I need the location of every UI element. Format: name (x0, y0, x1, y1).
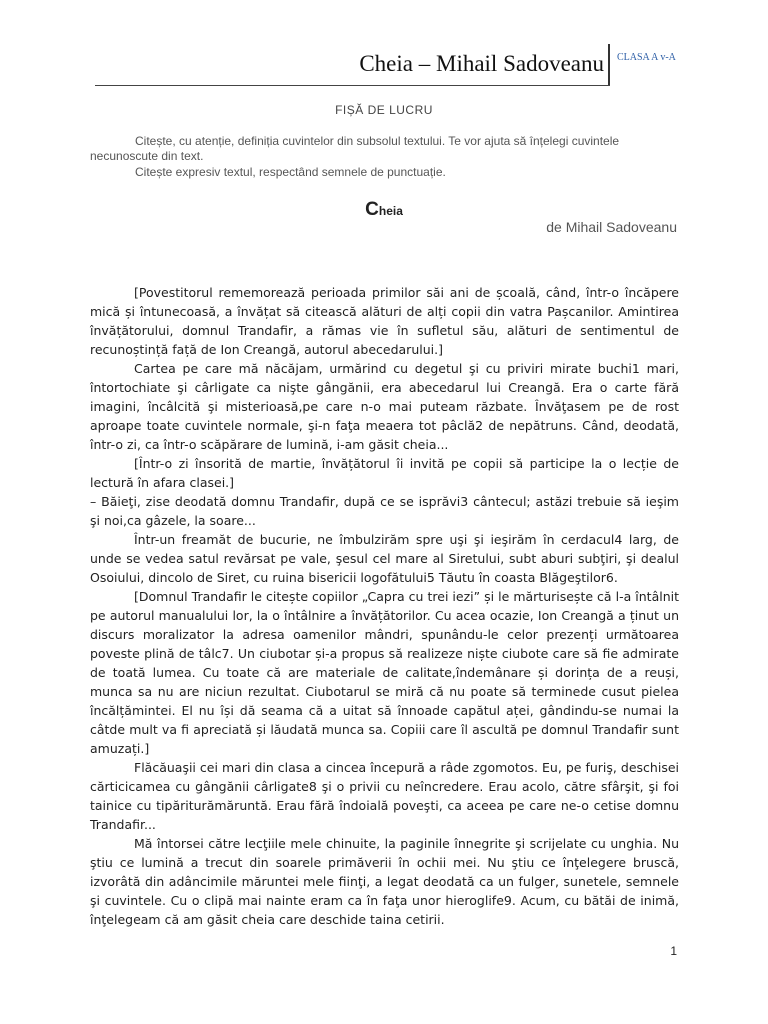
paragraph: Flăcăuaşii cei mari din clasa a cincea începură a râde zgomotos. Eu, pe furiş, deschisei cărticicamea cu gângănii cârligate8 şi o privii cu neîncredere. Erau acolo, către sfârşit, şi foi tainice cu tipăriturămăruntă. Erau fără îndoială poveşti, ca aceea pe care ne-o cetise domnu Trandafir... (90, 760, 679, 832)
story-title (0, 199, 768, 221)
paragraph: [Într-o zi însorită de martie, învățătorul îi invită pe copii să participe la o lecție de lectură în afara clasei.] (90, 456, 679, 490)
instruction-2: Citește expresiv textul, respectând semnele de punctuație. (135, 165, 446, 179)
story-title-initial: C (365, 199, 379, 220)
paragraph: [Domnul Trandafir le citește copiilor „Capra cu trei iezi” și le mărturisește că l-a întâlnit pe autorul manualului lor, la o întâlnire a învățătorilor. Cu acea ocazie, Ion Creangă a ținut un discurs moralizator la adresa oamenilor mândri, spunându-le celor prezenți următoarea poveste plină de tâlc7. Un ciubotar și-a propus să realizeze niște ciubote care să fie admirate de toată lumea. Cu toate că are materiale de calitate,îndemânare și dorința de a reuși, munca sa nu are niciun rezultat. Ciubotarul se miră că nu poate să terminede cusut pielea încălțămintei. El nu își dă seama că a uitat să înnoade capătul aței, gândindu-se numai la câtde mult va fi apreciată și lăudată munca sa. Copiii care îl ascultă pe domnul Trandafir sunt amuzați.] (90, 589, 679, 756)
story-title-rest: heia (378, 204, 403, 218)
story-body (90, 283, 679, 929)
class-label: CLASA A v-A (617, 52, 676, 63)
paragraph: [Povestitorul rememorează perioada primilor săi ani de școală, când, într-o încăpere mică și întunecoasă, a învățat să citească alături de alți copii din vatra Pașcanilor. Amintirea învățătorului, domnul Trandafir, a rămas vie în sufletul său, alături de sentimentul de recunoștință față de Ion Creangă, autorul abecedarului.] (90, 285, 679, 357)
worksheet-title: FIȘĂ DE LUCRU (335, 103, 433, 117)
page-number: 1 (670, 944, 677, 958)
header-horizontal-rule (95, 85, 610, 86)
paragraph: – Băieţi, zise deodată domnu Trandafir, după ce se isprăvi3 cântecul; astăzi trebuie să ieşim şi noi,ca gâzele, la soare... (90, 494, 679, 528)
instruction-1: Citește, cu atenție, definiția cuvintelor din subsolul textului. Te vor ajuta să înțelegi cuvintele necunoscute din text. (90, 134, 620, 163)
story-author: de Mihail Sadoveanu (546, 219, 677, 235)
paragraph: Într-un freamăt de bucurie, ne îmbulzirăm spre uşi şi ieşirăm în cerdacul4 larg, de unde se vedea satul revărsat pe vale, şesul cel mare al Siretului, subt aburi subţiri, şi dealul Osoiului, dincolo de Siret, cu ruina bisericii logofătului5 Tăutu în coasta Blăgeştilor6. (90, 532, 679, 585)
paragraph: Cartea pe care mă năcăjam, urmărind cu degetul şi cu priviri mirate buchi1 mari, întortochiate şi cârligate ca nişte gângănii, era abecedarul lui Creangă. Era o carte fără imagini, încâlcită şi misterioasă,pe care n-o mai puteam răzbate. Învăţasem pe de rost aproape toate cuvintele normale, şi-n faţa meaera tot pâclă2 de nepătruns. Când, deodată, într-o zi, ca într-o scăpărare de lumină, i-am găsit cheia... (90, 361, 679, 452)
document-title: Cheia – Mihail Sadoveanu (359, 51, 604, 76)
header-vertical-rule (608, 44, 610, 86)
paragraph: Mă întorsei către lecţiile mele chinuite, la paginile înnegrite şi scrijelate cu unghia. Nu ştiu ce lumină a trecut din soarele primăverii în ochii mei. Nu ştiu ce înţelegere bruscă, izvorâtă din adâncimile măruntei mele fiinţi, a legat deodată ca un fulger, sunetele, semnele şi cuvintele. Cu o clipă mai nainte eram ca în faţa unor hieroglife9. Acum, cu bătăi de inimă, înţelegeam că am găsit cheia care deschide taina cetirii. (90, 836, 679, 927)
